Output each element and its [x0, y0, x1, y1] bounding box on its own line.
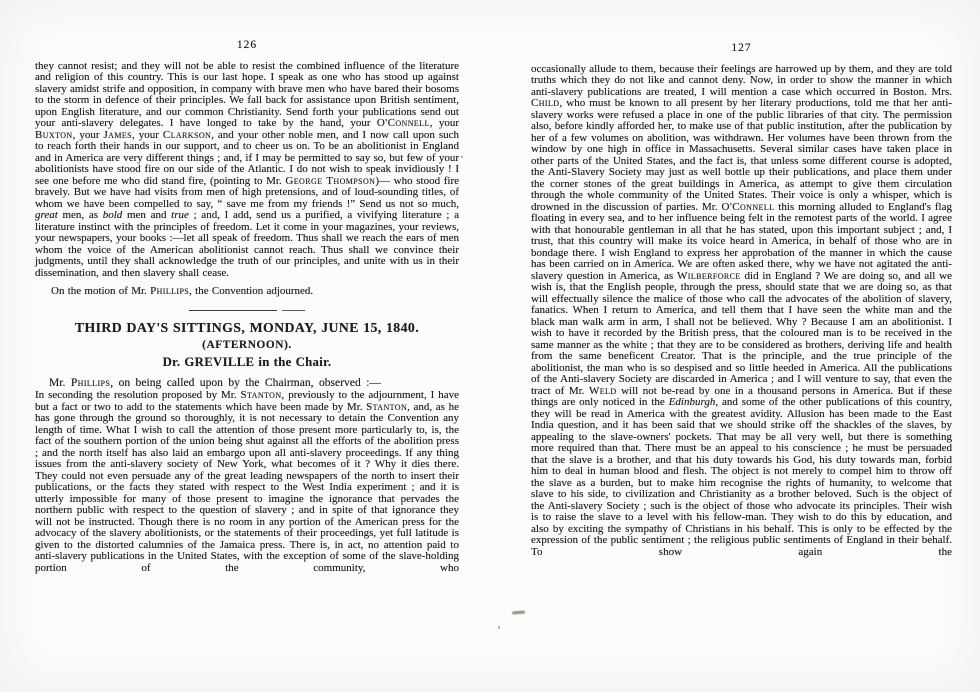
- paragraph-speech: In seconding the resolution proposed by Mr. Stanton, previously to the adjournment, I have but a fact or two to add to the statements which have been made by Mr. Stanton, and, as he has gone through the ground so thoroughly, it is not necessary to detain the Convention any length of time. What I wish to call the attention of those present more particularly to, is, the fact of the southern portion of the union being shut against all the efforts of the abolition press ; and the north itself has also laid an embargo upon all anti-slavery proceedings. If any thing issues from the anti-slavery society of New York, what becomes of it ? Why it dies there. They could not even persuade any of the great leading newspapers of the north to insert their publications, or the facts they stated with respect to the West India experiment ; and it is utterly impossible for many of those present to imagine the ignorance that pervades the northern public with respect to the question of slavery ; and in spite of that ignorance they will not be instructed. Though there is no room in any portion of the American press for the advocacy of the slavery abolitionists, or the statements of their proceedings, yet full latitude is given to the distorted calumnies of the Jamaica press. There is, in act, no attention paid to anti-slavery publications in the United States, with the exception of some of the slave-holding portion of the community, who: [35, 389, 459, 574]
- page-number-right: 127: [731, 42, 752, 54]
- heading-chairman: Dr. GREVILLE in the Chair.: [162, 355, 332, 370]
- divider-segment-long: [189, 310, 277, 311]
- page-number-left: 126: [236, 39, 258, 51]
- paragraph-adjournment: On the motion of Mr. Phillips, the Convention adjourned.: [51, 285, 314, 297]
- scan-speck: [461, 156, 463, 158]
- divider-segment-short: [282, 310, 305, 311]
- heading-sitting-title: THIRD DAY'S SITTINGS, MONDAY, JUNE 15, 1840.: [74, 319, 420, 335]
- page-right: [531, 43, 952, 558]
- page-left: [35, 40, 459, 574]
- scan-speck: [498, 626, 500, 629]
- paragraph-speech-continued: occasionally allude to them, because their feelings are harrowed up by them, and they are told truths which they do not like and cannot deny. Now, in order to show the manner in which anti-slavery publications are treated, I will mention a case which occurred in Boston. Mrs. Child, who must be known to all present by her literary productions, told me that her anti-slavery works were refused a place in one of the public libraries of that city. The permission also, before kindly afforded her, to make use of that public institution, after the publication by her of a few volumes on abolition, was withdrawn. Her volumes have been thrown from the window by one high in office in Massachusetts. Several similar cases have taken place in other parts of the United States, and the fact is, that unless some different course is adopted, the Anti-Slavery Society may just as well bottle up their publications, and place them under the corner stones of the great buildings in America, as attempt to give them circulation through the whole community of the United States. Their voice is only a whisper, which is drowned in the discussion of parties. Mr. O'Connell this morning alluded to England's flag floating in every sea, and to her influence being felt in the remotest parts of the world. I agree with that honourable gentleman in all that he has stated, upon this important subject ; and, I trust, that this country will make its voice heard in America, in behalf of those who are in bondage there. I wish England to express her approbation of the manner in which the cause has been carried on in America. We are often asked there, why we have not agitated the anti-slavery question in America, as Wilberforce did in England ? We are doing so, and all we wish is, that the English people, through the press, should state that we are doing so, as that will effectually silence the malice of those who call the advocates of the abolition of slavery, fanatics. When I return to America, and tell them that I have seen the white man and the black man walk arm in arm, I shall not be believed. Why ? Because I am an abolitionist. I wish to have it recorded by the British press, that the coloured man is to be received in the same manner as the white ; that they are to be considered as brothers, deriving life and health from the same beneficent Creator. That is the principle, and the true principle of the abolitionist, the man who is so despised and so little heeded in America. All the publications of the Anti-slavery Society are discarded in America ; and I will venture to say, that even the tract of Mr. Weld will not be-read by one in a thousand persons in America. But if these things are only noticed in the Edinburgh, and some of the other publications of this country, they will be read in America with the greatest avidity. Allusion has been made to the East India question, and it has been said that we should strike off the shackles of the slaves, by appealing to the slave-owners' pockets. That may be all very well, but there is something more required than that. There must be an appeal to his conscience ; he must be persuaded that the slave is a brother, and that his duty towards his God, his duty towards man, forbid him to deal in human blood and flesh. The object is not merely to compel him to throw off the slave as a burden, but to make him recognise the rights of humanity, to welcome that slave to his side, to civilization and Christianity as a brother beloved. Such is the object of the Anti-slavery Society ; such is the object of those who advocate its principles. Their wish is to raise the slave to a level with his fellow-man. They wish to do this by education, and also by exciting the sympathy of Christians in his behalf. This is only to be effected by the expression of the public sentiment ; the religious public sentiments of England in their behalf. To show again the: [531, 62, 952, 558]
- section-divider-rule: [35, 310, 459, 311]
- scan-smudge: [512, 611, 525, 615]
- paragraph-continuation: they cannot resist; and they will not be able to resist the combined influence of the literature and religion of this country. This is our last hope. I speak as one who has stood up against slavery amidst strife and opposition, in company with brave men who have bared their bosoms to the storm in defence of their principles. We fall back for assistance upon British sentiment, upon English literature, and our common Christianity. Send forth your publications send out your anti-slavery delegates. I have longed to take by the hand, your O'Connell, your Buxton, your James, your Clarkson, and your other noble men, and I now call upon such to reach forth their hands in our support, and to cheer us on. To be an abolitionist in England and in America are very different things ; and, if I may be permitted to say so, but few of your abolitionists have stood fire on our side of the Atlantic. I do not wish to speak invidiously ! I see one before me who did stand fire, (pointing to Mr. George Thompson)— who stood fire bravely. But we have had visits from men of high pretensions, and of loud-sounding titles, of whom we have been compelled to say, “ save me from my friends !” Send us not so much, great men, as bold men and true ; and, I add, send us a purified, a vivifying literature ; a literature instinct with the principles of freedom. Let it come in your magazines, your reviews, your newspapers, your books :—let all speak of freedom. Thus shall we reach the ears of men whom the voice of the American abolitionist cannot reach. Thus shall we convince their judgments, until they shall acknowledge the truth of our principles, and unite with us in their dissemination, and then slavery shall cease.: [35, 59, 460, 279]
- speech-intro-line: Mr. Phillips, on being called upon by the Chairman, observed :—: [49, 375, 382, 389]
- heading-session: (AFTERNOON).: [202, 338, 292, 351]
